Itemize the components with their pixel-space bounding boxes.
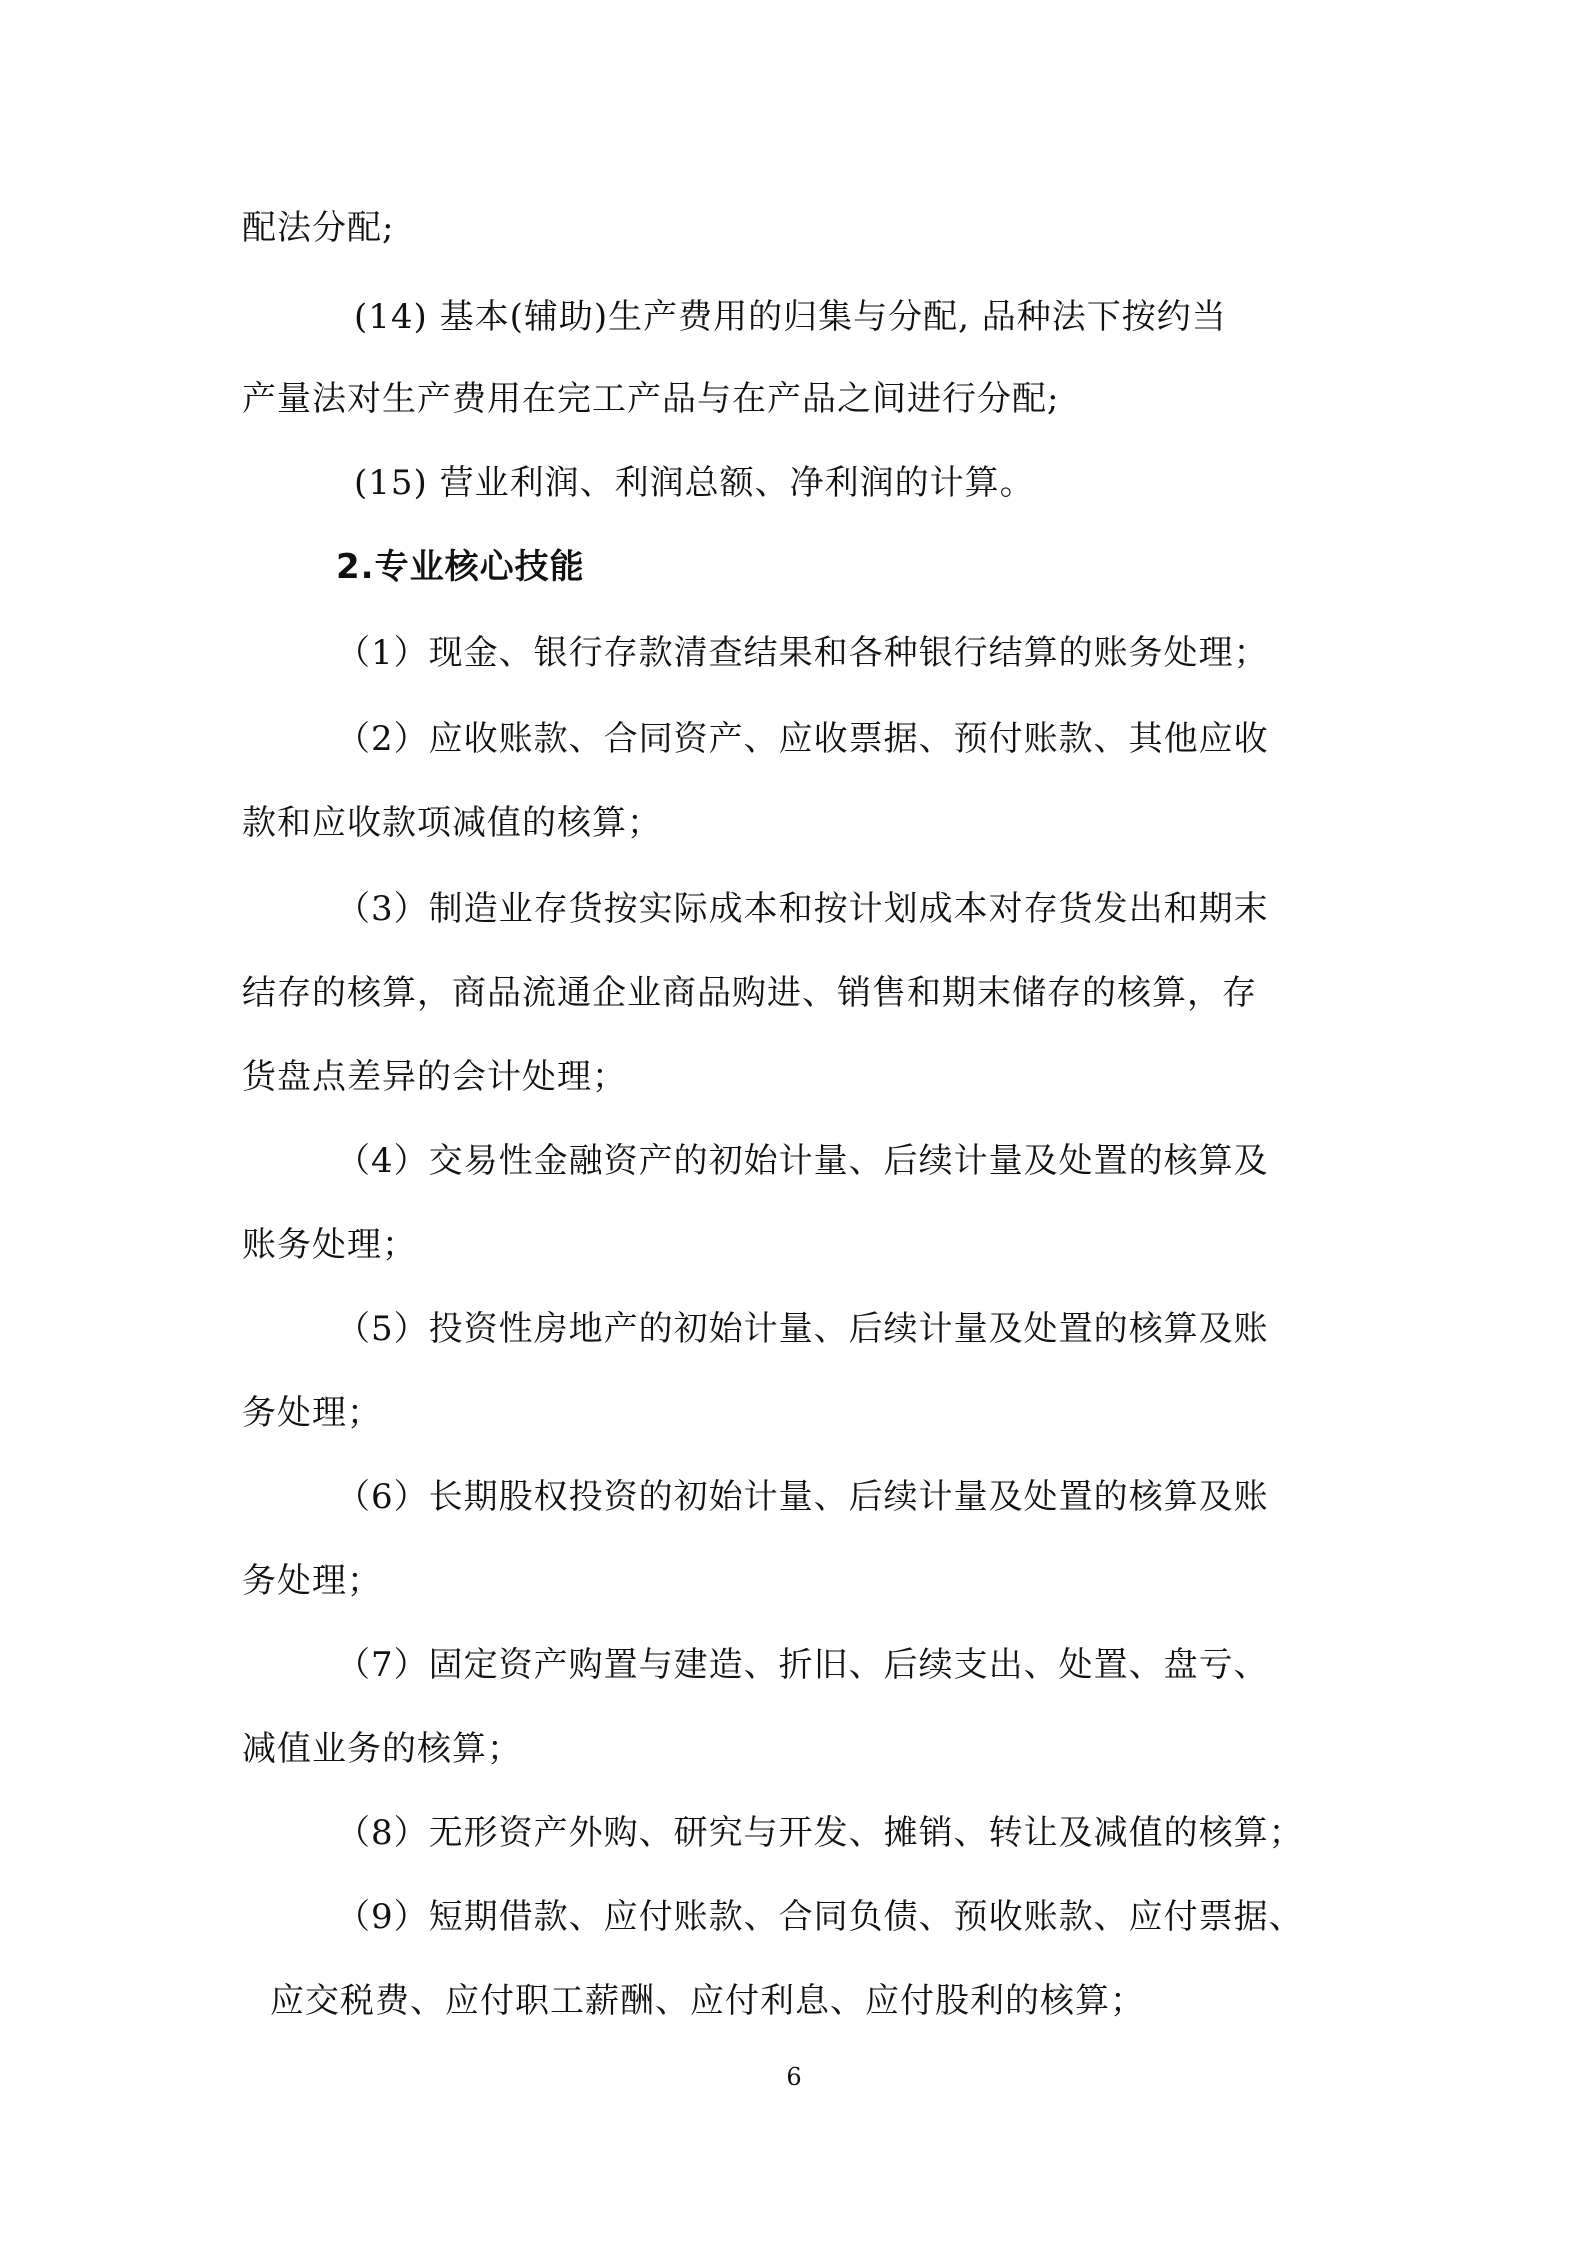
text-line: (14) 基本(辅助)生产费用的归集与分配, 品种法下按约当 bbox=[354, 297, 1227, 337]
text-line: 应交税费、应付职工薪酬、应付利息、应付股利的核算； bbox=[270, 1981, 1145, 2021]
text-line: （2）应收账款、合同资产、应收票据、预付账款、其他应收 bbox=[336, 719, 1269, 759]
text-line: （9）短期借款、应付账款、合同负债、预收账款、应付票据、 bbox=[336, 1897, 1304, 1937]
text-line: 务处理； bbox=[242, 1393, 382, 1433]
text-line: 货盘点差异的会计处理； bbox=[242, 1057, 627, 1097]
text-line: 配法分配; bbox=[242, 208, 395, 248]
text-line: （4）交易性金融资产的初始计量、后续计量及处置的核算及 bbox=[336, 1141, 1269, 1181]
section-heading: 2.专业核心技能 bbox=[336, 547, 585, 587]
text-line: (15) 营业利润、利润总额、净利润的计算。 bbox=[354, 463, 1035, 503]
page-number: 6 bbox=[786, 2063, 802, 2091]
text-line: （3）制造业存货按实际成本和按计划成本对存货发出和期末 bbox=[336, 889, 1269, 929]
text-line: 结存的核算，商品流通企业商品购进、销售和期末储存的核算，存 bbox=[242, 973, 1257, 1013]
text-line: （1）现金、银行存款清查结果和各种银行结算的账务处理； bbox=[336, 633, 1269, 673]
text-line: 账务处理； bbox=[242, 1225, 417, 1265]
text-line: （7）固定资产购置与建造、折旧、后续支出、处置、盘亏、 bbox=[336, 1645, 1269, 1685]
text-line: 款和应收款项减值的核算； bbox=[242, 803, 662, 843]
text-line: （6）长期股权投资的初始计量、后续计量及处置的核算及账 bbox=[336, 1477, 1269, 1517]
text-line: 产量法对生产费用在完工产品与在产品之间进行分配; bbox=[242, 379, 1060, 419]
text-line: 务处理； bbox=[242, 1561, 382, 1601]
text-line: （8）无形资产外购、研究与开发、摊销、转让及减值的核算； bbox=[336, 1813, 1304, 1853]
text-line: 减值业务的核算； bbox=[242, 1729, 522, 1769]
text-line: （5）投资性房地产的初始计量、后续计量及处置的核算及账 bbox=[336, 1309, 1269, 1349]
